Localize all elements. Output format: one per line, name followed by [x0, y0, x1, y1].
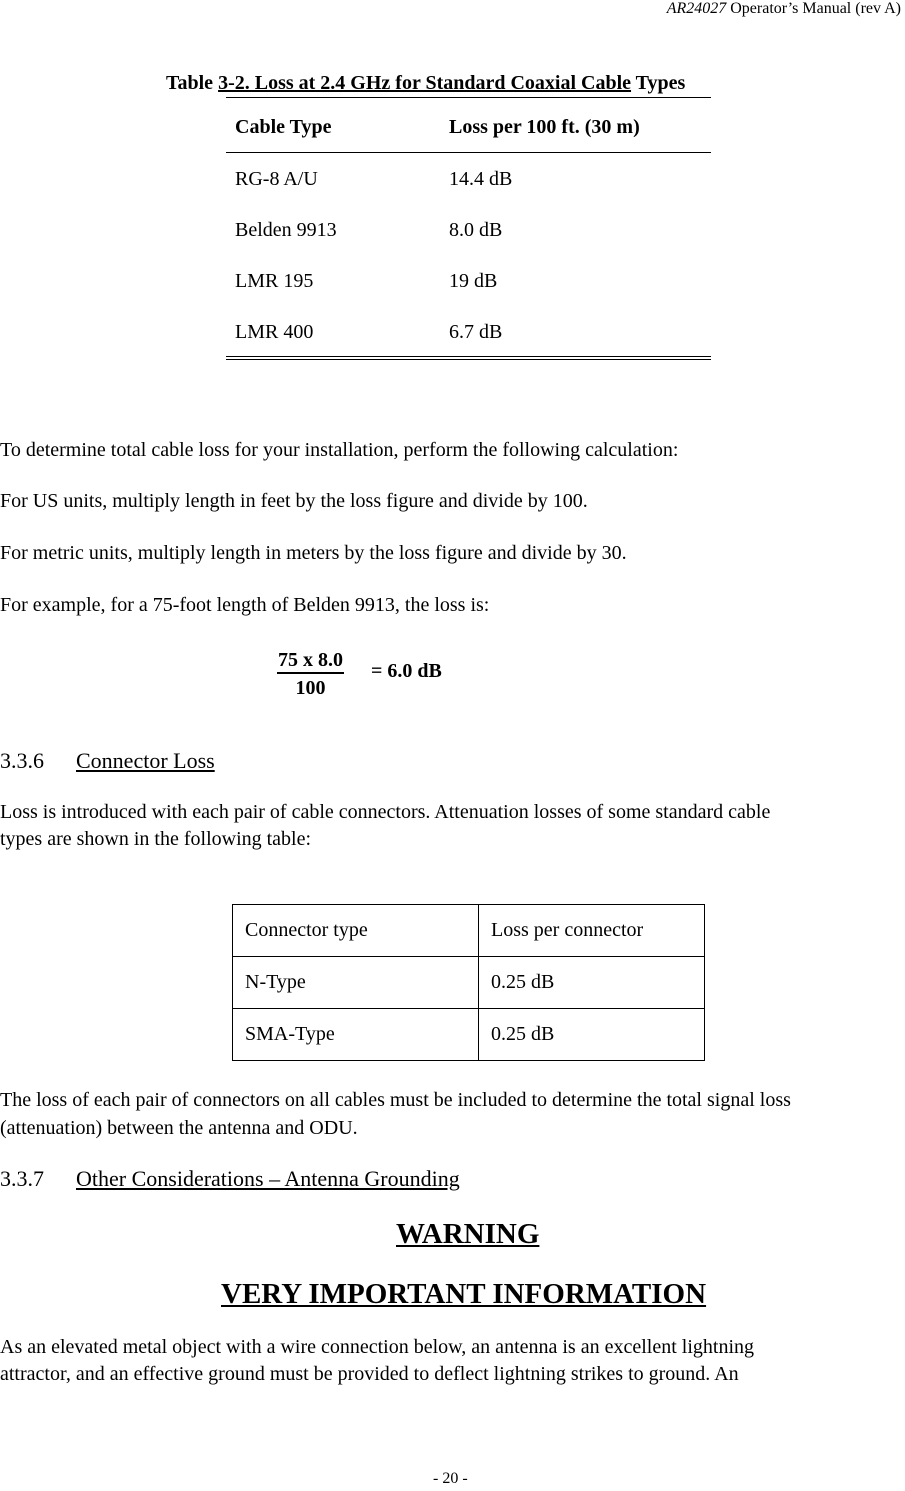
- caption-lead: Table: [166, 72, 219, 94]
- formula-numerator: 75 x 8.0: [277, 648, 344, 674]
- paragraph-line: As an elevated metal object with a wire connection below, an antenna is an excellent lightning: [0, 1336, 754, 1358]
- formula-fraction: [277, 648, 344, 702]
- table-header-cable-type: Cable Type: [235, 116, 332, 138]
- table-cell: 0.25 dB: [479, 1009, 705, 1061]
- caption-tail: Types: [631, 72, 686, 94]
- table-cell: Loss per connector: [479, 905, 705, 957]
- table-header-rule: [226, 152, 711, 153]
- table-row: [233, 905, 705, 957]
- calc-intro: To determine total cable loss for your installation, perform the following calculation:: [0, 439, 679, 461]
- table-bottom-rule: [226, 359, 711, 360]
- section-number: 3.3.7: [0, 1166, 44, 1191]
- section-number: 3.3.6: [0, 748, 44, 773]
- table-row: [233, 957, 705, 1009]
- document-id: AR24027: [666, 0, 727, 17]
- table-row: [233, 1009, 705, 1061]
- calc-metric-units: For metric units, multiply length in meters by the loss figure and divide by 30.: [0, 542, 627, 564]
- table-top-rule: [226, 97, 711, 98]
- formula-result: = 6.0 dB: [371, 660, 442, 682]
- document-title: Operator’s Manual (rev A): [726, 0, 901, 17]
- table-cell: N-Type: [233, 957, 479, 1009]
- running-header: [667, 0, 901, 18]
- section-title: Other Considerations – Antenna Grounding: [76, 1166, 460, 1191]
- table-cell: 6.7 dB: [449, 321, 503, 343]
- section-title: Connector Loss: [76, 748, 215, 773]
- warning-subheading: VERY IMPORTANT INFORMATION: [221, 1278, 707, 1310]
- table-cell: Belden 9913: [235, 219, 337, 241]
- calc-example: For example, for a 75-foot length of Belden 9913, the loss is:: [0, 594, 490, 616]
- table-cell: 14.4 dB: [449, 168, 513, 190]
- paragraph-line: attractor, and an effective ground must be provided to deflect lightning strikes to ground. An: [0, 1363, 739, 1385]
- table-cell: 0.25 dB: [479, 957, 705, 1009]
- paragraph-line: Loss is introduced with each pair of cable connectors. Attenuation losses of some standard cable: [0, 801, 771, 823]
- table-cell: 8.0 dB: [449, 219, 503, 241]
- paragraph-line: The loss of each pair of connectors on all cables must be included to determine the total signal loss: [0, 1089, 791, 1111]
- page-number: - 20 -: [433, 1470, 468, 1487]
- connector-loss-table: [232, 904, 705, 1061]
- caption-underlined: 3-2. Loss at 2.4 GHz for Standard Coaxial Cable: [218, 72, 632, 94]
- table-cell: 19 dB: [449, 270, 498, 292]
- table-cell: Connector type: [233, 905, 479, 957]
- paragraph-line: (attenuation) between the antenna and ODU.: [0, 1117, 358, 1139]
- table-cell: RG-8 A/U: [235, 168, 318, 190]
- calc-us-units: For US units, multiply length in feet by the loss figure and divide by 100.: [0, 490, 588, 512]
- table-caption: [166, 72, 685, 95]
- table-header-loss: Loss per 100 ft. (30 m): [449, 116, 640, 138]
- table-cell: LMR 195: [235, 270, 314, 292]
- table-bottom-rule: [226, 356, 711, 357]
- paragraph-line: types are shown in the following table:: [0, 828, 312, 850]
- formula-denominator: 100: [295, 677, 326, 699]
- table-cell: SMA-Type: [233, 1009, 479, 1061]
- warning-heading: WARNING: [396, 1218, 540, 1250]
- table-cell: LMR 400: [235, 321, 314, 343]
